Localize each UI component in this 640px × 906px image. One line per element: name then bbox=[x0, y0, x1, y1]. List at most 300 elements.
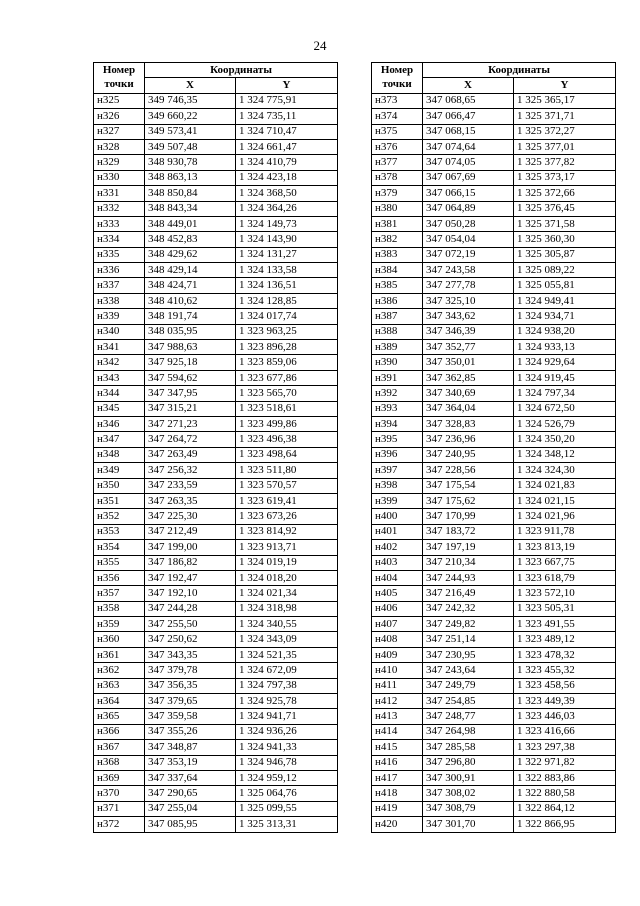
x-coordinate-cell: 348 863,13 bbox=[145, 170, 236, 185]
y-coordinate-cell: 1 324 941,33 bbox=[236, 740, 338, 755]
x-coordinate-cell: 347 074,05 bbox=[423, 155, 514, 170]
point-number-cell: н372 bbox=[94, 817, 145, 832]
x-coordinate-cell: 347 308,02 bbox=[423, 786, 514, 801]
table-row bbox=[94, 309, 338, 324]
x-coordinate-cell: 347 064,89 bbox=[423, 201, 514, 216]
point-number-cell: н387 bbox=[372, 309, 423, 324]
x-coordinate-cell: 347 277,78 bbox=[423, 278, 514, 293]
point-number-cell: н410 bbox=[372, 663, 423, 678]
x-coordinate-cell: 348 191,74 bbox=[145, 309, 236, 324]
table-row bbox=[372, 694, 616, 709]
point-number-cell: н398 bbox=[372, 478, 423, 493]
point-number-cell: н382 bbox=[372, 232, 423, 247]
table-row bbox=[94, 201, 338, 216]
point-number-cell: н404 bbox=[372, 570, 423, 585]
point-number-cell: н336 bbox=[94, 263, 145, 278]
x-coordinate-cell: 347 175,54 bbox=[423, 478, 514, 493]
x-coordinate-cell: 347 243,64 bbox=[423, 663, 514, 678]
y-coordinate-cell: 1 324 938,20 bbox=[514, 324, 616, 339]
y-coordinate-cell: 1 324 933,13 bbox=[514, 340, 616, 355]
header-row bbox=[94, 63, 338, 78]
table-row bbox=[94, 817, 338, 832]
point-number-cell: н325 bbox=[94, 93, 145, 108]
y-coordinate-cell: 1 324 324,30 bbox=[514, 463, 616, 478]
y-coordinate-cell: 1 323 489,12 bbox=[514, 632, 616, 647]
y-coordinate-cell: 1 323 813,19 bbox=[514, 540, 616, 555]
table-row bbox=[94, 170, 338, 185]
x-coordinate-cell: 347 364,04 bbox=[423, 401, 514, 416]
y-coordinate-cell: 1 324 021,83 bbox=[514, 478, 616, 493]
y-coordinate-cell: 1 324 661,47 bbox=[236, 139, 338, 154]
table-row bbox=[94, 247, 338, 262]
x-coordinate-cell: 347 050,28 bbox=[423, 216, 514, 231]
x-coordinate-cell: 347 337,64 bbox=[145, 770, 236, 785]
x-coordinate-cell: 347 256,32 bbox=[145, 463, 236, 478]
point-number-cell: н339 bbox=[94, 309, 145, 324]
x-coordinate-cell: 347 192,47 bbox=[145, 570, 236, 585]
x-coordinate-cell: 347 285,58 bbox=[423, 740, 514, 755]
x-coordinate-cell: 347 343,62 bbox=[423, 309, 514, 324]
x-coordinate-cell: 347 192,10 bbox=[145, 586, 236, 601]
y-coordinate-cell: 1 325 371,58 bbox=[514, 216, 616, 231]
point-number-cell: н417 bbox=[372, 770, 423, 785]
y-coordinate-cell: 1 324 710,47 bbox=[236, 124, 338, 139]
x-coordinate-cell: 347 359,58 bbox=[145, 709, 236, 724]
table-row bbox=[372, 340, 616, 355]
point-number-cell: н385 bbox=[372, 278, 423, 293]
y-coordinate-cell: 1 325 372,27 bbox=[514, 124, 616, 139]
y-coordinate-cell: 1 323 572,10 bbox=[514, 586, 616, 601]
point-number-cell: н374 bbox=[372, 109, 423, 124]
point-number-cell: н408 bbox=[372, 632, 423, 647]
y-header: Y bbox=[514, 78, 616, 93]
x-coordinate-cell: 347 243,58 bbox=[423, 263, 514, 278]
point-number-cell: н343 bbox=[94, 370, 145, 385]
point-number-cell: н381 bbox=[372, 216, 423, 231]
table-row bbox=[372, 555, 616, 570]
x-coordinate-cell: 347 356,35 bbox=[145, 678, 236, 693]
table-row bbox=[372, 370, 616, 385]
x-coordinate-cell: 348 429,14 bbox=[145, 263, 236, 278]
x-header: X bbox=[145, 78, 236, 93]
x-coordinate-cell: 347 170,99 bbox=[423, 509, 514, 524]
table-row bbox=[372, 678, 616, 693]
y-coordinate-cell: 1 322 883,86 bbox=[514, 770, 616, 785]
point-number-cell: н388 bbox=[372, 324, 423, 339]
table-row bbox=[94, 186, 338, 201]
y-coordinate-cell: 1 324 348,12 bbox=[514, 447, 616, 462]
table-row bbox=[372, 201, 616, 216]
table-row bbox=[94, 740, 338, 755]
y-coordinate-cell: 1 323 505,31 bbox=[514, 601, 616, 616]
y-coordinate-cell: 1 324 735,11 bbox=[236, 109, 338, 124]
table-row bbox=[372, 586, 616, 601]
table-row bbox=[372, 509, 616, 524]
point-number-cell: н411 bbox=[372, 678, 423, 693]
y-coordinate-cell: 1 324 526,79 bbox=[514, 416, 616, 431]
point-number-cell: н337 bbox=[94, 278, 145, 293]
point-number-cell: н371 bbox=[94, 801, 145, 816]
table-row bbox=[372, 139, 616, 154]
x-coordinate-cell: 347 054,04 bbox=[423, 232, 514, 247]
x-coordinate-cell: 347 340,69 bbox=[423, 386, 514, 401]
point-number-cell: н414 bbox=[372, 724, 423, 739]
point-number-cell: н349 bbox=[94, 463, 145, 478]
point-number-cell: н355 bbox=[94, 555, 145, 570]
table-row bbox=[372, 216, 616, 231]
x-coordinate-cell: 347 264,98 bbox=[423, 724, 514, 739]
y-coordinate-cell: 1 325 360,30 bbox=[514, 232, 616, 247]
table-row bbox=[94, 694, 338, 709]
table-row bbox=[94, 263, 338, 278]
point-number-cell: н375 bbox=[372, 124, 423, 139]
point-number-cell: н383 bbox=[372, 247, 423, 262]
table-row bbox=[372, 617, 616, 632]
x-coordinate-cell: 347 240,95 bbox=[423, 447, 514, 462]
y-coordinate-cell: 1 324 521,35 bbox=[236, 647, 338, 662]
y-coordinate-cell: 1 325 371,71 bbox=[514, 109, 616, 124]
y-coordinate-cell: 1 325 365,17 bbox=[514, 93, 616, 108]
table-row bbox=[372, 309, 616, 324]
y-coordinate-cell: 1 324 143,90 bbox=[236, 232, 338, 247]
table-row bbox=[94, 786, 338, 801]
y-coordinate-cell: 1 323 455,32 bbox=[514, 663, 616, 678]
point-number-cell: н330 bbox=[94, 170, 145, 185]
y-coordinate-cell: 1 325 313,31 bbox=[236, 817, 338, 832]
x-coordinate-cell: 348 452,83 bbox=[145, 232, 236, 247]
x-coordinate-cell: 347 068,65 bbox=[423, 93, 514, 108]
x-coordinate-cell: 347 296,80 bbox=[423, 755, 514, 770]
x-coordinate-cell: 347 350,01 bbox=[423, 355, 514, 370]
point-number-cell: н348 bbox=[94, 447, 145, 462]
table-row bbox=[372, 124, 616, 139]
y-coordinate-cell: 1 324 672,09 bbox=[236, 663, 338, 678]
y-coordinate-cell: 1 324 343,09 bbox=[236, 632, 338, 647]
y-coordinate-cell: 1 324 919,45 bbox=[514, 370, 616, 385]
x-coordinate-cell: 347 210,34 bbox=[423, 555, 514, 570]
point-number-cell: н418 bbox=[372, 786, 423, 801]
table-row bbox=[372, 601, 616, 616]
table-row bbox=[94, 493, 338, 508]
table-row bbox=[94, 478, 338, 493]
table-row bbox=[94, 139, 338, 154]
x-coordinate-cell: 347 230,95 bbox=[423, 647, 514, 662]
point-number-cell: н345 bbox=[94, 401, 145, 416]
point-number-cell: н407 bbox=[372, 617, 423, 632]
y-coordinate-cell: 1 323 446,03 bbox=[514, 709, 616, 724]
point-number-cell: н406 bbox=[372, 601, 423, 616]
table-row bbox=[372, 432, 616, 447]
y-coordinate-cell: 1 325 373,17 bbox=[514, 170, 616, 185]
x-coordinate-cell: 347 233,59 bbox=[145, 478, 236, 493]
y-coordinate-cell: 1 323 911,78 bbox=[514, 524, 616, 539]
x-coordinate-cell: 347 067,69 bbox=[423, 170, 514, 185]
table-row bbox=[94, 109, 338, 124]
y-coordinate-cell: 1 323 496,38 bbox=[236, 432, 338, 447]
x-coordinate-cell: 349 660,22 bbox=[145, 109, 236, 124]
coordinates-table-right bbox=[371, 62, 616, 833]
y-coordinate-cell: 1 323 297,38 bbox=[514, 740, 616, 755]
x-coordinate-cell: 348 424,71 bbox=[145, 278, 236, 293]
x-coordinate-cell: 348 843,34 bbox=[145, 201, 236, 216]
point-number-cell: н352 bbox=[94, 509, 145, 524]
table-row bbox=[372, 447, 616, 462]
table-row bbox=[372, 463, 616, 478]
x-coordinate-cell: 347 315,21 bbox=[145, 401, 236, 416]
y-coordinate-cell: 1 323 814,92 bbox=[236, 524, 338, 539]
x-coordinate-cell: 347 255,04 bbox=[145, 801, 236, 816]
table-row bbox=[372, 493, 616, 508]
x-coordinate-cell: 347 183,72 bbox=[423, 524, 514, 539]
point-number-cell: н378 bbox=[372, 170, 423, 185]
x-coordinate-cell: 347 594,62 bbox=[145, 370, 236, 385]
x-coordinate-cell: 347 249,82 bbox=[423, 617, 514, 632]
point-number-cell: н350 bbox=[94, 478, 145, 493]
table-row bbox=[94, 324, 338, 339]
x-coordinate-cell: 347 072,19 bbox=[423, 247, 514, 262]
y-coordinate-cell: 1 323 498,64 bbox=[236, 447, 338, 462]
y-coordinate-cell: 1 324 019,19 bbox=[236, 555, 338, 570]
point-number-cell: н379 bbox=[372, 186, 423, 201]
point-number-cell: н412 bbox=[372, 694, 423, 709]
table-row bbox=[94, 93, 338, 108]
point-number-cell: н397 bbox=[372, 463, 423, 478]
y-coordinate-cell: 1 324 368,50 bbox=[236, 186, 338, 201]
y-coordinate-cell: 1 324 775,91 bbox=[236, 93, 338, 108]
y-coordinate-cell: 1 325 089,22 bbox=[514, 263, 616, 278]
y-coordinate-cell: 1 323 859,06 bbox=[236, 355, 338, 370]
x-coordinate-cell: 347 308,79 bbox=[423, 801, 514, 816]
table-row bbox=[94, 416, 338, 431]
y-coordinate-cell: 1 324 364,26 bbox=[236, 201, 338, 216]
y-coordinate-cell: 1 325 377,82 bbox=[514, 155, 616, 170]
point-label-1: Номер bbox=[380, 64, 414, 76]
x-coordinate-cell: 347 347,95 bbox=[145, 386, 236, 401]
y-coordinate-cell: 1 324 797,34 bbox=[514, 386, 616, 401]
table-row bbox=[94, 124, 338, 139]
point-number-cell: н365 bbox=[94, 709, 145, 724]
y-coordinate-cell: 1 324 318,98 bbox=[236, 601, 338, 616]
point-number-cell: н393 bbox=[372, 401, 423, 416]
x-coordinate-cell: 347 328,83 bbox=[423, 416, 514, 431]
table-row bbox=[94, 801, 338, 816]
y-coordinate-cell: 1 323 570,57 bbox=[236, 478, 338, 493]
x-coordinate-cell: 347 925,18 bbox=[145, 355, 236, 370]
x-coordinate-cell: 348 429,62 bbox=[145, 247, 236, 262]
y-coordinate-cell: 1 323 499,86 bbox=[236, 416, 338, 431]
table-row bbox=[94, 278, 338, 293]
table-row bbox=[94, 632, 338, 647]
table-row bbox=[94, 401, 338, 416]
point-number-cell: н361 bbox=[94, 647, 145, 662]
x-coordinate-cell: 347 244,28 bbox=[145, 601, 236, 616]
x-coordinate-cell: 347 250,62 bbox=[145, 632, 236, 647]
y-coordinate-cell: 1 324 936,26 bbox=[236, 724, 338, 739]
table-row bbox=[94, 570, 338, 585]
table-row bbox=[94, 155, 338, 170]
table-row bbox=[94, 586, 338, 601]
x-coordinate-cell: 347 068,15 bbox=[423, 124, 514, 139]
x-coordinate-cell: 347 379,78 bbox=[145, 663, 236, 678]
point-number-cell: н351 bbox=[94, 493, 145, 508]
y-coordinate-cell: 1 324 949,41 bbox=[514, 293, 616, 308]
table-row bbox=[372, 109, 616, 124]
x-coordinate-cell: 347 175,62 bbox=[423, 493, 514, 508]
x-coordinate-cell: 348 449,01 bbox=[145, 216, 236, 231]
x-coordinate-cell: 348 850,84 bbox=[145, 186, 236, 201]
y-coordinate-cell: 1 325 372,66 bbox=[514, 186, 616, 201]
y-coordinate-cell: 1 323 673,26 bbox=[236, 509, 338, 524]
table-row bbox=[372, 770, 616, 785]
y-coordinate-cell: 1 324 423,18 bbox=[236, 170, 338, 185]
x-coordinate-cell: 347 290,65 bbox=[145, 786, 236, 801]
x-coordinate-cell: 347 325,10 bbox=[423, 293, 514, 308]
point-number-cell: н415 bbox=[372, 740, 423, 755]
y-coordinate-cell: 1 324 128,85 bbox=[236, 293, 338, 308]
table-row bbox=[94, 647, 338, 662]
x-coordinate-cell: 349 507,48 bbox=[145, 139, 236, 154]
y-coordinate-cell: 1 324 133,58 bbox=[236, 263, 338, 278]
table-body-right bbox=[372, 93, 616, 832]
x-coordinate-cell: 347 988,63 bbox=[145, 340, 236, 355]
y-coordinate-cell: 1 324 797,38 bbox=[236, 678, 338, 693]
point-number-cell: н360 bbox=[94, 632, 145, 647]
x-coordinate-cell: 347 301,70 bbox=[423, 817, 514, 832]
x-coordinate-cell: 347 248,77 bbox=[423, 709, 514, 724]
point-number-cell: н329 bbox=[94, 155, 145, 170]
point-number-cell: н353 bbox=[94, 524, 145, 539]
coordinates-header: Координаты bbox=[423, 63, 616, 78]
point-number-cell: н334 bbox=[94, 232, 145, 247]
table-row bbox=[94, 293, 338, 308]
point-number-cell: н363 bbox=[94, 678, 145, 693]
table-row bbox=[94, 355, 338, 370]
x-coordinate-cell: 347 066,47 bbox=[423, 109, 514, 124]
y-coordinate-cell: 1 323 618,79 bbox=[514, 570, 616, 585]
x-coordinate-cell: 347 264,72 bbox=[145, 432, 236, 447]
y-coordinate-cell: 1 324 934,71 bbox=[514, 309, 616, 324]
y-coordinate-cell: 1 323 896,28 bbox=[236, 340, 338, 355]
y-coordinate-cell: 1 324 149,73 bbox=[236, 216, 338, 231]
x-coordinate-cell: 347 346,39 bbox=[423, 324, 514, 339]
table-row bbox=[94, 678, 338, 693]
table-row bbox=[94, 447, 338, 462]
table-row bbox=[94, 724, 338, 739]
point-number-cell: н401 bbox=[372, 524, 423, 539]
x-coordinate-cell: 347 263,49 bbox=[145, 447, 236, 462]
coordinates-table-left bbox=[93, 62, 338, 833]
x-coordinate-cell: 347 353,19 bbox=[145, 755, 236, 770]
point-number-cell: н326 bbox=[94, 109, 145, 124]
x-coordinate-cell: 347 236,96 bbox=[423, 432, 514, 447]
table-row bbox=[372, 755, 616, 770]
x-coordinate-cell: 347 352,77 bbox=[423, 340, 514, 355]
table-row bbox=[372, 709, 616, 724]
y-coordinate-cell: 1 325 305,87 bbox=[514, 247, 616, 262]
x-coordinate-cell: 347 263,35 bbox=[145, 493, 236, 508]
x-coordinate-cell: 349 746,35 bbox=[145, 93, 236, 108]
point-number-cell: н403 bbox=[372, 555, 423, 570]
point-number-cell: н358 bbox=[94, 601, 145, 616]
x-coordinate-cell: 347 271,23 bbox=[145, 416, 236, 431]
point-number-cell: н367 bbox=[94, 740, 145, 755]
x-coordinate-cell: 347 085,95 bbox=[145, 817, 236, 832]
y-coordinate-cell: 1 322 971,82 bbox=[514, 755, 616, 770]
point-number-header bbox=[94, 63, 145, 94]
table-row bbox=[94, 770, 338, 785]
y-coordinate-cell: 1 322 864,12 bbox=[514, 801, 616, 816]
x-coordinate-cell: 347 251,14 bbox=[423, 632, 514, 647]
y-coordinate-cell: 1 324 959,12 bbox=[236, 770, 338, 785]
page-number: 24 bbox=[313, 38, 327, 53]
table-row bbox=[94, 617, 338, 632]
coordinates-header: Координаты bbox=[145, 63, 338, 78]
y-coordinate-cell: 1 324 929,64 bbox=[514, 355, 616, 370]
table-row bbox=[94, 232, 338, 247]
point-number-cell: н395 bbox=[372, 432, 423, 447]
table-row bbox=[372, 647, 616, 662]
x-coordinate-cell: 347 186,82 bbox=[145, 555, 236, 570]
point-number-cell: н373 bbox=[372, 93, 423, 108]
y-coordinate-cell: 1 324 350,20 bbox=[514, 432, 616, 447]
point-number-cell: н413 bbox=[372, 709, 423, 724]
y-coordinate-cell: 1 323 449,39 bbox=[514, 694, 616, 709]
x-coordinate-cell: 347 197,19 bbox=[423, 540, 514, 555]
point-number-header bbox=[372, 63, 423, 94]
point-number-cell: н399 bbox=[372, 493, 423, 508]
point-number-cell: н328 bbox=[94, 139, 145, 154]
y-coordinate-cell: 1 323 565,70 bbox=[236, 386, 338, 401]
table-row bbox=[94, 540, 338, 555]
point-number-cell: н394 bbox=[372, 416, 423, 431]
point-number-cell: н380 bbox=[372, 201, 423, 216]
x-coordinate-cell: 347 228,56 bbox=[423, 463, 514, 478]
y-coordinate-cell: 1 323 416,66 bbox=[514, 724, 616, 739]
table-body-left bbox=[94, 93, 338, 832]
point-number-cell: н384 bbox=[372, 263, 423, 278]
x-coordinate-cell: 347 244,93 bbox=[423, 570, 514, 585]
y-coordinate-cell: 1 324 018,20 bbox=[236, 570, 338, 585]
x-header: X bbox=[423, 78, 514, 93]
x-coordinate-cell: 347 355,26 bbox=[145, 724, 236, 739]
y-coordinate-cell: 1 323 458,56 bbox=[514, 678, 616, 693]
y-coordinate-cell: 1 323 619,41 bbox=[236, 493, 338, 508]
y-coordinate-cell: 1 323 518,61 bbox=[236, 401, 338, 416]
y-coordinate-cell: 1 323 677,86 bbox=[236, 370, 338, 385]
x-coordinate-cell: 347 199,00 bbox=[145, 540, 236, 555]
y-coordinate-cell: 1 324 946,78 bbox=[236, 755, 338, 770]
x-coordinate-cell: 347 225,30 bbox=[145, 509, 236, 524]
table-row bbox=[94, 340, 338, 355]
table-row bbox=[94, 432, 338, 447]
point-number-cell: н356 bbox=[94, 570, 145, 585]
point-number-cell: н405 bbox=[372, 586, 423, 601]
table-row bbox=[372, 786, 616, 801]
table-row bbox=[94, 370, 338, 385]
point-number-cell: н396 bbox=[372, 447, 423, 462]
x-coordinate-cell: 348 035,95 bbox=[145, 324, 236, 339]
table-row bbox=[94, 663, 338, 678]
point-number-cell: н391 bbox=[372, 370, 423, 385]
x-coordinate-cell: 347 348,87 bbox=[145, 740, 236, 755]
header-row bbox=[372, 63, 616, 78]
point-number-cell: н340 bbox=[94, 324, 145, 339]
point-number-cell: н392 bbox=[372, 386, 423, 401]
table-row bbox=[372, 663, 616, 678]
table-row bbox=[372, 386, 616, 401]
point-number-cell: н362 bbox=[94, 663, 145, 678]
table-row bbox=[372, 155, 616, 170]
